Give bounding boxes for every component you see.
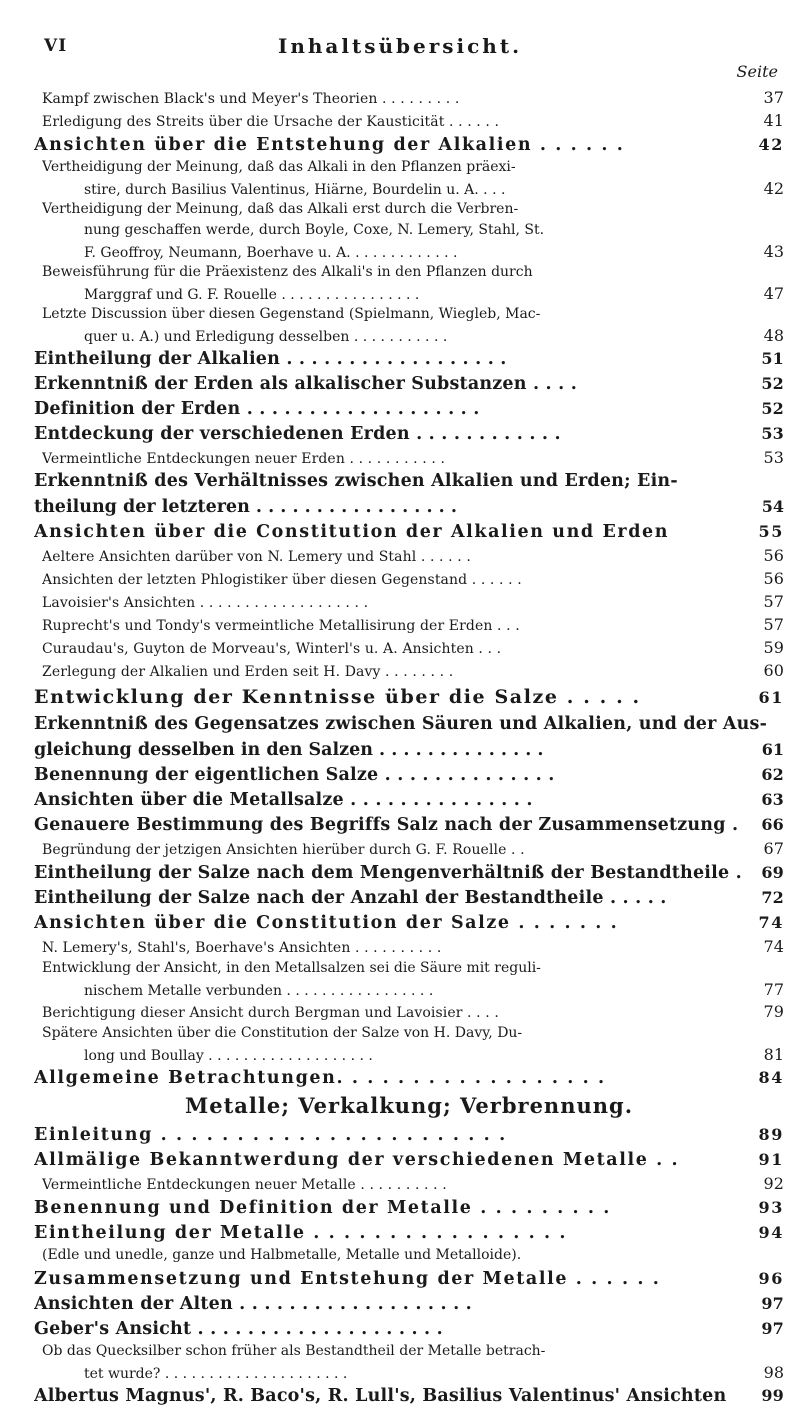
toc-entry xyxy=(34,1266,784,1291)
toc-entry-page: 56 xyxy=(763,569,784,588)
page-number: VI xyxy=(44,36,68,56)
toc-entry-text: Zerlegung der Alkalien und Erden seit H. Davy . . . . . . . . xyxy=(42,664,454,680)
toc-entry-text: nischem Metalle verbunden . . . . . . . . . . . . . . . . . xyxy=(84,983,434,999)
toc-entry-text: Begründung der jetzigen Ansichten hierüber durch G. F. Rouelle . . xyxy=(42,842,525,858)
toc-entry-text: Definition der Erden . . . . . . . . . . . . . . . . . . . xyxy=(34,399,480,419)
toc-entry xyxy=(34,860,784,885)
toc-entry-text: Ansichten über die Constitution der Salze . . . . . . . xyxy=(34,913,619,933)
toc-entry xyxy=(34,958,784,979)
toc-entry-page: 93 xyxy=(758,1198,784,1217)
toc-entry xyxy=(34,1220,784,1245)
toc-entry xyxy=(34,837,784,860)
toc-entry-text: Erkenntniß der Erden als alkalischer Substanzen . . . . xyxy=(34,374,578,394)
toc-entry-page: 98 xyxy=(763,1363,784,1382)
toc-entry xyxy=(34,1195,784,1220)
toc-entry-page: 43 xyxy=(763,242,784,261)
toc-entry-text: Benennung der eigentlichen Salze . . . . . . . . . . . . . . xyxy=(34,765,555,785)
toc-entry-text: Genauere Bestimmung des Begriffs Salz nach der Zusammensetzung . xyxy=(34,815,739,835)
toc-entry xyxy=(34,421,784,446)
toc-entry xyxy=(34,1044,784,1065)
toc-entry-text: Beweisführung für die Präexistenz des Alkali's in den Pflanzen durch xyxy=(42,264,533,280)
toc-entry xyxy=(34,1172,784,1195)
toc-entry xyxy=(34,396,784,421)
toc-entry-page: 55 xyxy=(758,522,784,541)
toc-entry xyxy=(34,737,784,762)
toc-entry-page: 61 xyxy=(761,740,784,759)
toc-entry-text: Einleitung . . . . . . . . . . . . . . . . . . . . . . . xyxy=(34,1125,507,1145)
running-head: Inhaltsübersicht. xyxy=(277,34,523,58)
toc-entry xyxy=(34,346,784,371)
toc-entry xyxy=(34,178,784,199)
toc-entry-page: 89 xyxy=(758,1125,784,1144)
toc-entry xyxy=(34,979,784,1000)
toc-entry xyxy=(34,86,784,109)
toc-entry xyxy=(34,567,784,590)
toc-entry-page: 62 xyxy=(761,765,784,784)
toc-entry-text: (Edle und unedle, ganze und Halbmetalle, Metalle und Metalloide). xyxy=(42,1247,522,1263)
toc-entry-text: gleichung desselben in den Salzen . . . . . . . . . . . . . . xyxy=(34,740,544,760)
toc-entry xyxy=(34,1362,784,1383)
toc-entry-page: 51 xyxy=(761,349,784,368)
toc-entry xyxy=(34,519,784,544)
toc-entry-text: Ansichten der letzten Phlogistiker über diesen Gegenstand . . . . . . xyxy=(42,572,522,588)
toc-entry-text: Entwicklung der Kenntnisse über die Salze . . . . . xyxy=(34,686,641,708)
toc-entry xyxy=(34,1065,784,1090)
toc-entry-text: Zusammensetzung und Entstehung der Metalle . . . . . . xyxy=(34,1269,661,1289)
toc-entry-page: 91 xyxy=(758,1150,784,1169)
toc-entry-text: Allgemeine Betrachtungen. . . . . . . . . . . . . . . . . . xyxy=(34,1068,606,1088)
toc-entry-page: 72 xyxy=(761,888,784,907)
toc-entry xyxy=(34,494,784,519)
toc-entry-text: Ansichten der Alten . . . . . . . . . . . . . . . . . . . xyxy=(34,1294,472,1314)
toc-entry xyxy=(34,220,784,241)
toc-entry xyxy=(34,787,784,812)
toc-entry-page: 97 xyxy=(761,1319,784,1338)
toc-entry-text: Allmälige Bekanntwerdung der verschiedenen Metalle . . xyxy=(34,1150,680,1170)
toc-entry-page: 52 xyxy=(761,399,784,418)
toc-entry-text: stire, durch Basilius Valentinus, Hiärne, Bourdelin u. A. . . . xyxy=(84,182,506,198)
toc-entry-text: Geber's Ansicht . . . . . . . . . . . . . . . . . . . . xyxy=(34,1319,443,1339)
toc-entry xyxy=(34,325,784,346)
toc-entry-page: 52 xyxy=(761,374,784,393)
toc-entry xyxy=(34,469,784,494)
toc-entry-page: 74 xyxy=(758,913,784,932)
toc-entry-text: Erledigung des Streits über die Ursache der Kausticität . . . . . . xyxy=(42,114,500,130)
toc-entry xyxy=(34,885,784,910)
toc-entry xyxy=(34,762,784,787)
toc-entry xyxy=(34,1341,784,1362)
seite-label: Seite xyxy=(736,62,778,81)
toc-entry-text: Entwicklung der Ansicht, in den Metallsalzen sei die Säure mit reguli- xyxy=(42,960,541,976)
toc-entry xyxy=(34,283,784,304)
toc-entry xyxy=(34,157,784,178)
toc-entry xyxy=(34,1316,784,1341)
toc-entry-text: Ansichten über die Entstehung der Alkalien . . . . . . xyxy=(34,135,625,155)
section-heading: Metalle; Verkalkung; Verbrennung. xyxy=(184,1093,634,1118)
toc-entry-text: F. Geoffroy, Neumann, Boerhave u. A. . . . . . . . . . . . . xyxy=(84,245,458,261)
toc-entry-text: Eintheilung der Alkalien . . . . . . . . . . . . . . . . . . xyxy=(34,349,507,369)
toc-entry xyxy=(34,1245,784,1266)
toc-entry-page: 77 xyxy=(763,980,784,999)
toc-entry xyxy=(34,132,784,157)
toc-entry-text: Lavoisier's Ansichten . . . . . . . . . . . . . . . . . . . xyxy=(42,595,369,611)
toc-entry-page: 53 xyxy=(763,448,784,467)
toc-entry xyxy=(34,659,784,682)
toc-entry xyxy=(34,812,784,837)
toc-entry xyxy=(34,712,784,737)
toc-entry-page: 69 xyxy=(761,863,784,882)
toc-entry-page: 48 xyxy=(763,326,784,345)
toc-entry xyxy=(34,1122,784,1147)
toc-entry-text: Marggraf und G. F. Rouelle . . . . . . . . . . . . . . . . xyxy=(84,287,420,303)
toc-entry-page: 42 xyxy=(763,179,784,198)
toc-entry xyxy=(34,199,784,220)
toc-entry-page: 66 xyxy=(761,815,784,834)
toc-entry xyxy=(34,1000,784,1023)
toc-entry-page: 67 xyxy=(763,839,784,858)
toc-entry-page: 53 xyxy=(761,424,784,443)
toc-entry-text: Ob das Quecksilber schon früher als Bestandtheil der Metalle betrach- xyxy=(42,1343,546,1359)
toc-entry-text: Albertus Magnus', R. Baco's, R. Lull's, Basilius Valentinus' Ansichten xyxy=(34,1386,727,1406)
toc-entry-page: 47 xyxy=(763,284,784,303)
toc-entry-text: Ansichten über die Metallsalze . . . . . . . . . . . . . . . xyxy=(34,790,533,810)
toc-entry-page: 92 xyxy=(763,1174,784,1193)
toc-entry-text: Vermeintliche Entdeckungen neuer Metalle . . . . . . . . . . xyxy=(42,1177,447,1193)
toc-entry xyxy=(34,544,784,567)
toc-entry xyxy=(34,590,784,613)
toc-entry-page: 74 xyxy=(763,937,784,956)
toc-entry-text: Ansichten über die Constitution der Alkalien und Erden xyxy=(34,522,670,542)
toc-entry xyxy=(34,613,784,636)
toc-entry-text: Aeltere Ansichten darüber von N. Lemery und Stahl . . . . . . xyxy=(42,549,471,565)
toc-entry-text: Entdeckung der verschiedenen Erden . . . . . . . . . . . . xyxy=(34,424,561,444)
toc-entry-page: 42 xyxy=(758,135,784,154)
toc-entry-text: Kampf zwischen Black's und Meyer's Theorien . . . . . . . . . xyxy=(42,91,460,107)
toc-entry xyxy=(34,262,784,283)
toc-entry-text: Berichtigung dieser Ansicht durch Bergman und Lavoisier . . . . xyxy=(42,1005,499,1021)
toc-entry-page: 61 xyxy=(758,688,784,707)
toc-entry-text: nung geschaffen werde, durch Boyle, Coxe, N. Lemery, Stahl, St. xyxy=(84,222,545,238)
toc-entry xyxy=(34,1291,784,1316)
toc-entry xyxy=(34,935,784,958)
toc-entry-text: Eintheilung der Salze nach der Anzahl der Bestandtheile . . . . . xyxy=(34,888,667,908)
toc-entry-page: 79 xyxy=(763,1002,784,1021)
toc-entry xyxy=(34,1147,784,1172)
toc-entry-page: 81 xyxy=(763,1045,784,1064)
toc-entry-page: 97 xyxy=(761,1294,784,1313)
toc-entry-text: Spätere Ansichten über die Constitution der Salze von H. Davy, Du- xyxy=(42,1025,523,1041)
toc-entry xyxy=(34,682,784,712)
toc-entry-text: Vermeintliche Entdeckungen neuer Erden . . . . . . . . . . . xyxy=(42,451,446,467)
toc-entry-page: 99 xyxy=(761,1386,784,1405)
toc-entry xyxy=(34,446,784,469)
toc-entry xyxy=(34,371,784,396)
toc-entry-page: 59 xyxy=(763,638,784,657)
toc-entry xyxy=(34,241,784,262)
toc-entry-page: 37 xyxy=(763,88,784,107)
toc-entry-text: Curaudau's, Guyton de Morveau's, Winterl's u. A. Ansichten . . . xyxy=(42,641,502,657)
toc-entry-page: 63 xyxy=(761,790,784,809)
toc-entry xyxy=(34,1383,784,1408)
toc-entry-page: 84 xyxy=(758,1068,784,1087)
toc-entry-text: Erkenntniß des Verhältnisses zwischen Alkalien und Erden; Ein- xyxy=(34,471,678,491)
toc-entry-page: 96 xyxy=(758,1269,784,1288)
toc-entry-text: long und Boullay . . . . . . . . . . . . . . . . . . . xyxy=(84,1048,373,1064)
toc-entry xyxy=(34,1023,784,1044)
toc-entry-text: Vertheidigung der Meinung, daß das Alkali in den Pflanzen präexi- xyxy=(42,159,516,175)
toc-entry-page: 41 xyxy=(763,111,784,130)
toc-entry-text: Erkenntniß des Gegensatzes zwischen Säuren und Alkalien, und der Aus- xyxy=(34,714,768,734)
toc-entry-text: tet wurde? . . . . . . . . . . . . . . . . . . . . . xyxy=(84,1366,348,1382)
toc-entry-text: Ruprecht's und Tondy's vermeintliche Metallisirung der Erden . . . xyxy=(42,618,520,634)
toc-entry xyxy=(34,109,784,132)
toc-entry-page: 54 xyxy=(761,497,784,516)
toc-entry-page: 94 xyxy=(758,1223,784,1242)
toc-entry-page: 60 xyxy=(763,661,784,680)
toc-entry-text: Eintheilung der Metalle . . . . . . . . . . . . . . . . . xyxy=(34,1223,568,1243)
toc-entry-text: Benennung und Definition der Metalle . . . . . . . . . xyxy=(34,1198,611,1218)
toc-entry-text: Eintheilung der Salze nach dem Mengenverhältniß der Bestandtheile . xyxy=(34,863,742,883)
toc-entry xyxy=(34,304,784,325)
toc-entry-text: N. Lemery's, Stahl's, Boerhave's Ansichten . . . . . . . . . . xyxy=(42,940,442,956)
toc-entry-page: 56 xyxy=(763,546,784,565)
toc-entry xyxy=(34,910,784,935)
toc-entry-text: quer u. A.) und Erledigung desselben . . . . . . . . . . . xyxy=(84,329,448,345)
toc-entry-text: Vertheidigung der Meinung, daß das Alkali erst durch die Verbren- xyxy=(42,201,519,217)
table-of-contents xyxy=(34,86,784,1408)
toc-entry-text: Letzte Discussion über diesen Gegenstand (Spielmann, Wiegleb, Mac- xyxy=(42,306,541,322)
toc-entry-page: 57 xyxy=(763,615,784,634)
toc-entry-page: 57 xyxy=(763,592,784,611)
toc-entry xyxy=(34,636,784,659)
toc-entry-text: theilung der letzteren . . . . . . . . . . . . . . . . . xyxy=(34,497,457,517)
